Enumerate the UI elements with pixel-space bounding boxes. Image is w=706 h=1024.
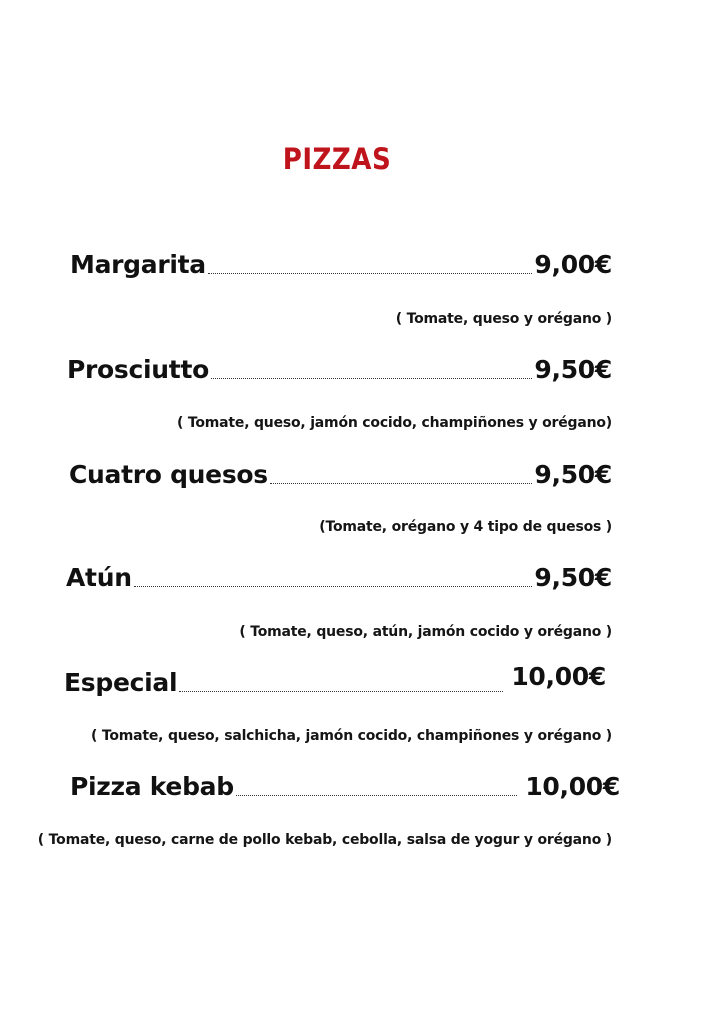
leader-dots: [270, 482, 533, 484]
item-description: ( Tomate, queso, carne de pollo kebab, cebolla, salsa de yogur y orégano ): [37, 832, 612, 848]
leader-dots: [134, 585, 533, 587]
menu-item-prosciutto: [67, 355, 612, 384]
leader-dots: [208, 272, 533, 274]
leader-dots: [179, 690, 503, 692]
leader-dots: [236, 794, 517, 796]
item-name: Especial: [64, 668, 178, 697]
menu-item-margarita: [70, 250, 612, 279]
menu-item-pizza-kebab: [70, 772, 620, 801]
item-description: ( Tomate, queso y orégano ): [395, 311, 612, 327]
menu-title: PIZZAS: [282, 142, 392, 176]
item-name: Cuatro quesos: [69, 460, 268, 489]
item-price: 10,00€: [511, 662, 606, 691]
item-price: 9,50€: [534, 355, 612, 384]
item-name: Atún: [66, 563, 132, 592]
leader-dots: [211, 377, 532, 379]
item-price: 9,50€: [534, 563, 612, 592]
item-name: Pizza kebab: [70, 772, 234, 801]
item-description: (Tomate, orégano y 4 tipo de quesos ): [319, 519, 612, 535]
item-name: Prosciutto: [67, 355, 209, 384]
item-price: 9,50€: [534, 460, 612, 489]
item-price: 9,00€: [534, 250, 612, 279]
item-name: Margarita: [70, 250, 206, 279]
item-description: ( Tomate, queso, jamón cocido, champiñones y orégano): [176, 415, 612, 431]
menu-item-especial: [64, 662, 606, 697]
item-description: ( Tomate, queso, atún, jamón cocido y orégano ): [239, 624, 612, 640]
menu-item-cuatro-quesos: [69, 460, 612, 489]
item-description: ( Tomate, queso, salchicha, jamón cocido, champiñones y orégano ): [90, 728, 612, 744]
item-price: 10,00€: [525, 772, 620, 801]
menu-item-atun: [66, 563, 612, 592]
